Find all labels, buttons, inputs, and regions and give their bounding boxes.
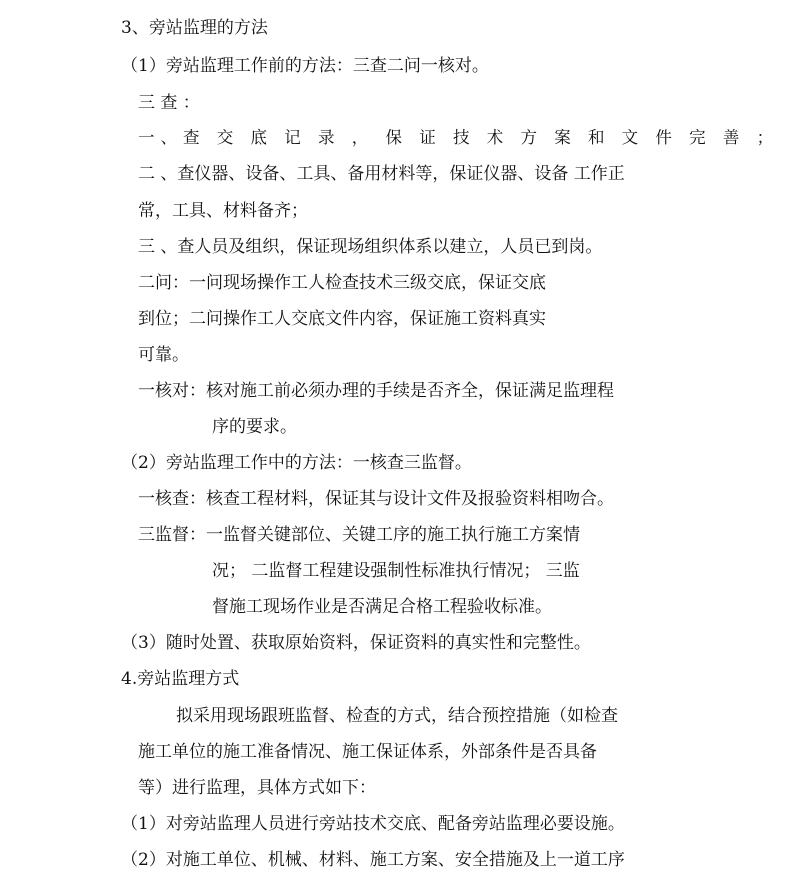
paragraph-line: 督施工现场作业是否满足合格工程验收标准。 <box>212 597 552 617</box>
subsection-heading-3: （3）随时处置、获取原始资料，保证资料的真实性和完整性。 <box>121 633 591 653</box>
paragraph-line: 施工单位的施工准备情况、施工保证体系，外部条件是否具备 <box>138 742 597 762</box>
paragraph-line: 等）进行监理，具体方式如下： <box>138 778 376 798</box>
paragraph-line: 序的要求。 <box>212 417 297 437</box>
list-item-1: （1）对旁站监理人员进行旁站技术交底、配备旁站监理必要设施。 <box>121 814 625 834</box>
paragraph-line: 二 、查仪器、设备、工具、备用材料等，保证仪器、设备 工作正 <box>138 164 625 184</box>
section-heading-4: 4.旁站监理方式 <box>121 669 240 689</box>
paragraph-line: 到位；二问操作工人交底文件内容，保证施工资料真实 <box>138 309 546 329</box>
subsection-heading-1: （1）旁站监理工作前的方法：三查二问一核对。 <box>121 56 489 76</box>
paragraph-line: 况； 二监督工程建设强制性标准执行情况； 三监 <box>212 561 580 581</box>
paragraph-line: 一核对：核对施工前必须办理的手续是否齐全，保证满足监理程 <box>138 381 614 401</box>
paragraph-line: 三 查 ： <box>138 93 200 113</box>
paragraph-line: 三监督：一监督关键部位、关键工序的施工执行施工方案情 <box>138 525 580 545</box>
paragraph-line: 一核查：核查工程材料，保证其与设计文件及报验资料相吻合。 <box>138 489 614 509</box>
paragraph-line: 二问：一问现场操作工人检查技术三级交底，保证交底 <box>138 273 546 293</box>
section-heading-3: 3、旁站监理的方法 <box>121 18 268 38</box>
paragraph-line: 常，工具、材料备齐； <box>138 201 308 221</box>
paragraph-line: 一、查 交 底 记 录 ， 保 证 技 术 方 案 和 文 件 完 善 ； <box>138 128 780 147</box>
paragraph-line: 三 、查人员及组织，保证现场组织体系以建立，人员已到岗。 <box>138 237 603 257</box>
list-item-2: （2）对施工单位、机械、材料、施工方案、安全措施及上一道工序 <box>121 850 625 870</box>
paragraph-line: 可靠。 <box>138 345 189 365</box>
paragraph-line: 拟采用现场跟班监督、检查的方式，结合预控措施（如检查 <box>176 706 618 726</box>
subsection-heading-2: （2）旁站监理工作中的方法：一核查三监督。 <box>121 453 472 473</box>
